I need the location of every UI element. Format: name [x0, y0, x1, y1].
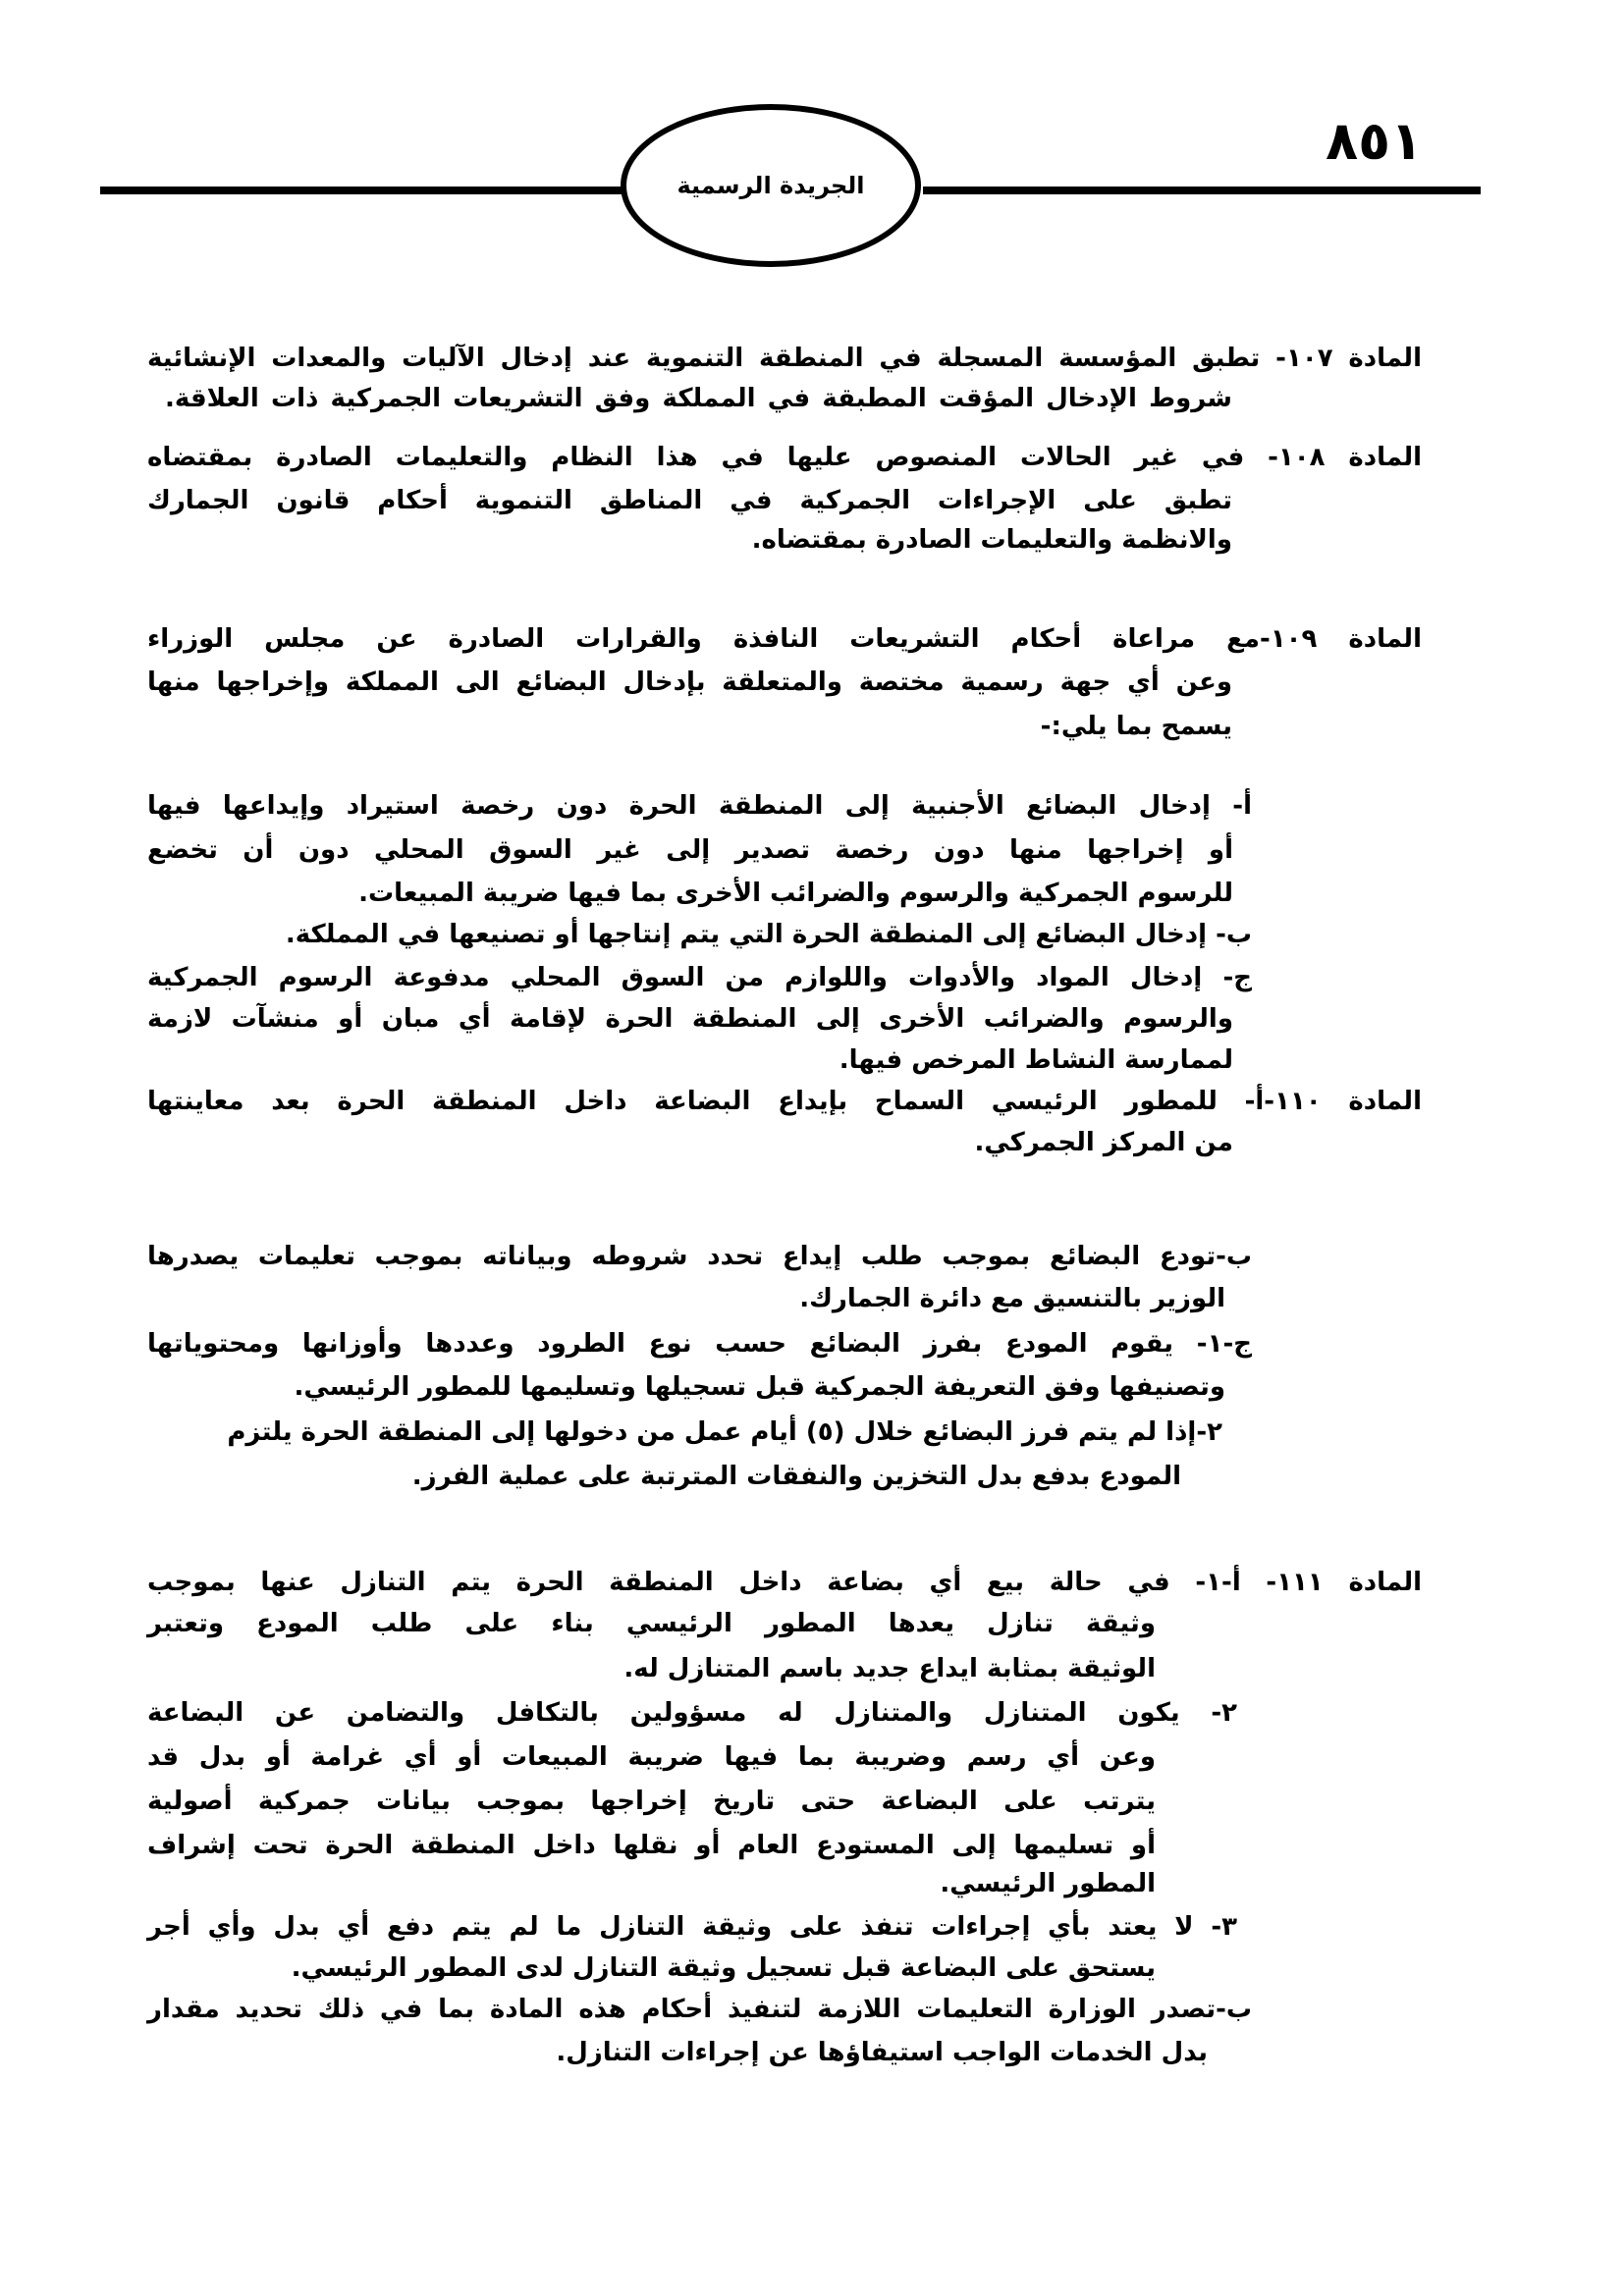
text-line: والانظمة والتعليمات الصادرة بمقتضاه.	[751, 525, 1232, 555]
header-rule-right	[923, 187, 1481, 194]
gazette-title-oval	[621, 104, 921, 267]
header-rule-left	[100, 187, 630, 194]
text-line: المادة ١٠٧- تطبق المؤسسة المسجلة في المنطقة التنموية عند إدخال الآليات والمعدات الإنشائية	[147, 344, 1422, 373]
text-line: ج-١- يقوم المودع بفرز البضائع حسب نوع الطرود وعددها وأوزانها ومحتوياتها	[147, 1329, 1252, 1359]
text-line: المطور الرئيسي.	[940, 1869, 1156, 1898]
text-line: المادة ١١١- أ-١- في حالة بيع أي بضاعة داخل المنطقة الحرة يتم التنازل عنها بموجب	[147, 1568, 1423, 1597]
text-line: وعن أي جهة رسمية مختصة والمتعلقة بإدخال البضائع الى المملكة وإخراجها منها	[147, 667, 1232, 697]
text-line: أو تسليمها إلى المستودع العام أو نقلها داخل المنطقة الحرة تحت إشراف	[147, 1831, 1156, 1860]
text-line: ب- إدخال البضائع إلى المنطقة الحرة التي يتم إنتاجها أو تصنيعها في المملكة.	[285, 920, 1252, 949]
text-line: ٢-إذا لم يتم فرز البضائع خلال (٥) أيام عمل من دخولها إلى المنطقة الحرة يلتزم	[227, 1417, 1222, 1447]
text-line: ٢- يكون المتنازل والمتنازل له مسؤولين بالتكافل والتضامن عن البضاعة	[147, 1698, 1237, 1728]
text-line: الوثيقة بمثابة ايداع جديد باسم المتنازل له.	[623, 1654, 1156, 1683]
text-line: من المركز الجمركي.	[974, 1128, 1233, 1157]
page-number: ٨٥١	[1326, 110, 1423, 172]
text-line: بدل الخدمات الواجب استيفاؤها عن إجراءات التنازل.	[556, 2038, 1208, 2067]
text-line: أو إخراجها منها دون رخصة تصدير إلى غير السوق المحلي دون أن تخضع	[147, 835, 1233, 865]
text-line: للرسوم الجمركية والرسوم والضرائب الأخرى بما فيها ضريبة المبيعات.	[358, 879, 1233, 908]
text-line: المادة ١٠٨- في غير الحالات المنصوص عليها في هذا النظام والتعليمات الصادرة بمقتضاه	[147, 443, 1422, 472]
text-line: أ- إدخال البضائع الأجنبية إلى المنطقة الحرة دون رخصة استيراد وإيداعها فيها	[147, 791, 1252, 821]
text-line: الوزير بالتنسيق مع دائرة الجمارك.	[799, 1284, 1225, 1313]
text-line: المادة ١٠٩-مع مراعاة أحكام التشريعات النافذة والقرارات الصادرة عن مجلس الوزراء	[147, 624, 1422, 654]
text-line: يسمح بما يلي:-	[1040, 712, 1232, 741]
text-line: يستحق على البضاعة قبل تسجيل وثيقة التنازل لدى المطور الرئيسي.	[291, 1953, 1156, 1983]
gazette-title: الجريدة الرسمية	[677, 172, 865, 199]
text-line: ب-تصدر الوزارة التعليمات اللازمة لتنفيذ أحكام هذه المادة بما في ذلك تحديد مقدار	[147, 1995, 1252, 2024]
text-line: المادة ١١٠-أ- للمطور الرئيسي السماح بإيداع البضاعة داخل المنطقة الحرة بعد معاينتها	[147, 1087, 1422, 1116]
text-line: وتصنيفها وفق التعريفة الجمركية قبل تسجيلها وتسليمها للمطور الرئيسي.	[294, 1372, 1225, 1402]
text-line: وثيقة تنازل يعدها المطور الرئيسي بناء على طلب المودع وتعتبر	[147, 1609, 1156, 1638]
text-line: شروط الإدخال المؤقت المطبقة في المملكة وفق التشريعات الجمركية ذات العلاقة.	[165, 384, 1232, 413]
text-line: لممارسة النشاط المرخص فيها.	[839, 1045, 1233, 1075]
text-line: ج- إدخال المواد والأدوات واللوازم من السوق المحلي مدفوعة الرسوم الجمركية	[147, 963, 1252, 992]
text-line: وعن أي رسم وضريبة بما فيها ضريبة المبيعات أو أي غرامة أو بدل قد	[147, 1742, 1156, 1772]
text-line: ٣- لا يعتد بأي إجراءات تنفذ على وثيقة التنازل ما لم يتم دفع أي بدل وأي أجر	[147, 1912, 1237, 1942]
text-line: والرسوم والضرائب الأخرى إلى المنطقة الحرة لإقامة أي مبان أو منشآت لازمة	[147, 1004, 1233, 1034]
text-line: تطبق على الإجراءات الجمركية في المناطق التنموية أحكام قانون الجمارك	[147, 486, 1232, 515]
text-line: المودع بدفع بدل التخزين والنفقات المترتبة على عملية الفرز.	[411, 1462, 1181, 1491]
text-line: يترتب على البضاعة حتى تاريخ إخراجها بموجب بيانات جمركية أصولية	[147, 1787, 1156, 1816]
text-line: ب-تودع البضائع بموجب طلب إيداع تحدد شروطه وبياناته بموجب تعليمات يصدرها	[147, 1242, 1252, 1271]
